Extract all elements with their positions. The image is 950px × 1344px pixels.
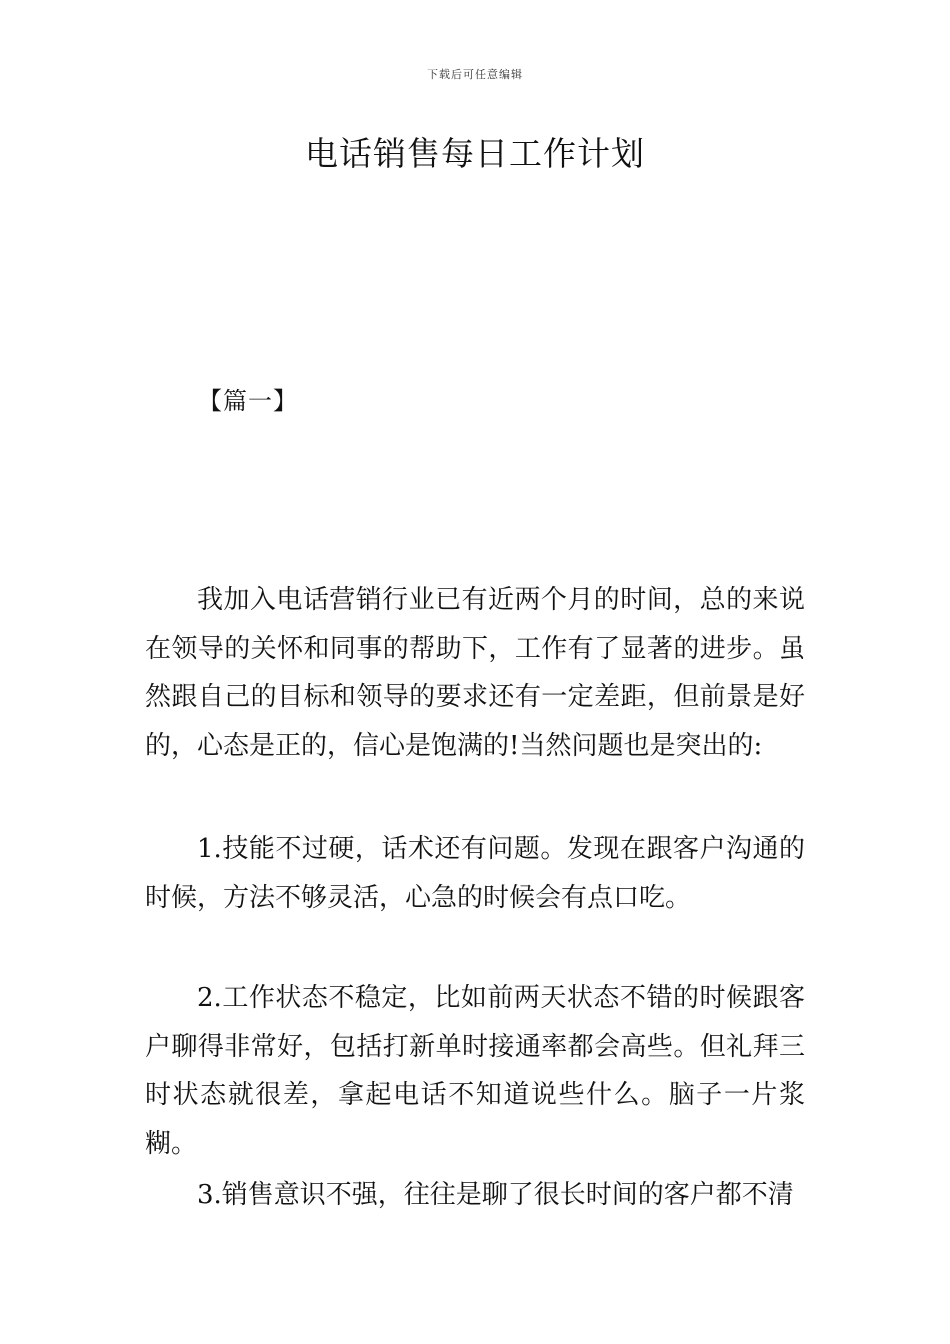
header-note: 下载后可任意编辑: [427, 68, 523, 81]
paragraph-item-3: 3.销售意识不强，往往是聊了很长时间的客户都不清: [197, 1180, 794, 1210]
paragraph-item-1: 1.技能不过硬，话术还有问题。发现在跟客户沟通的时候，方法不够灵活，心急的时候会有点口吃。: [145, 834, 805, 913]
paragraph-item-2: 2.工作状态不稳定，比如前两天状态不错的时候跟客户聊得非常好，包括打新单时接通率都会高些。但礼拜三时状态就很差，拿起电话不知道说些什么。脑子一片浆糊。: [145, 983, 805, 1159]
page-title: 电话销售每日工作计划: [305, 134, 645, 173]
section-label: 【篇一】: [198, 387, 298, 415]
paragraph-intro: 我加入电话营销行业已有近两个月的时间，总的来说在领导的关怀和同事的帮助下，工作有了显著的进步。虽然跟自己的目标和领导的要求还有一定差距，但前景是好的，心态是正的，信心是饱满的!当然问题也是突出的:: [145, 585, 805, 761]
